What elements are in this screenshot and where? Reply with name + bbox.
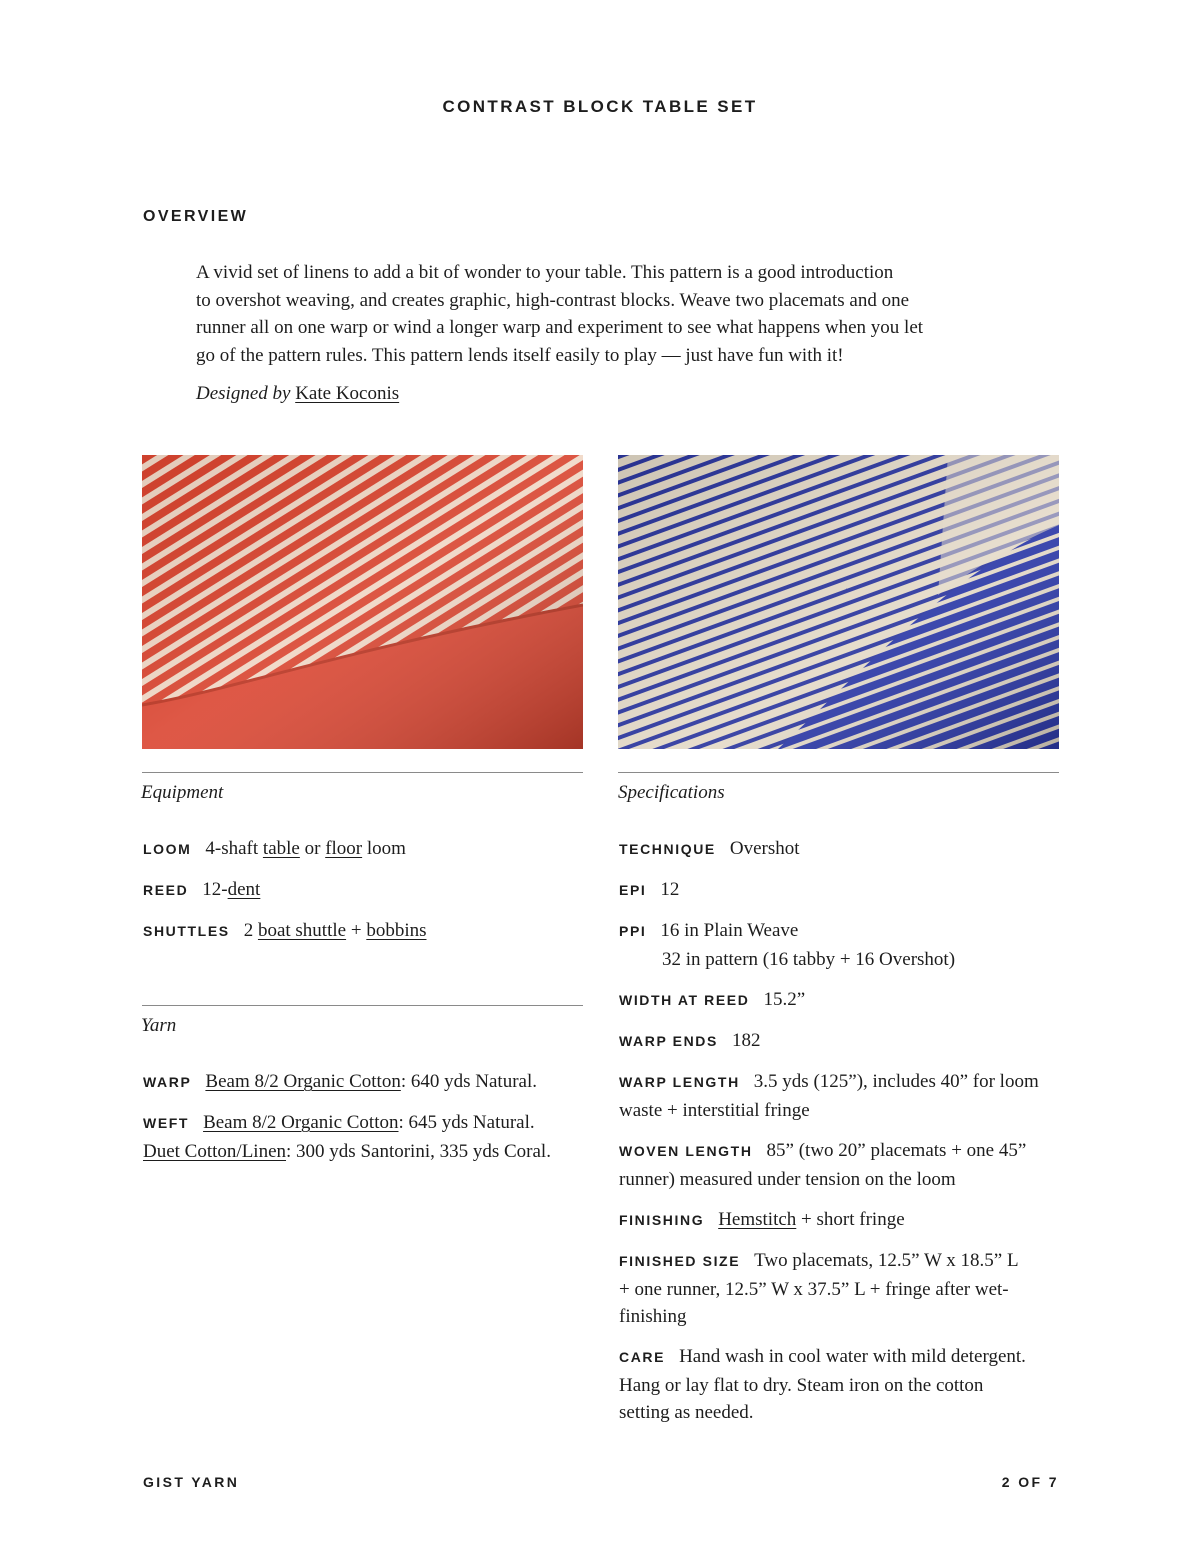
finished-size-value: finishing <box>619 1306 687 1327</box>
loom-label: LOOM <box>143 841 192 857</box>
coral-fabric-photo <box>142 455 583 749</box>
ppi-row <box>619 917 955 973</box>
designer-link[interactable]: Kate Koconis <box>295 383 400 404</box>
warp-yarn-link[interactable]: Beam 8/2 Organic Cotton <box>205 1071 401 1092</box>
shuttles-row <box>143 917 427 946</box>
warp-text: : 640 yds Natural. <box>400 1071 537 1092</box>
weft-text: : 645 yds Natural. <box>398 1112 535 1133</box>
technique-label: TECHNIQUE <box>619 841 716 857</box>
loom-row <box>143 835 406 864</box>
finished-size-value: + one runner, 12.5” W x 37.5” L + fringe after wet- <box>619 1278 1009 1300</box>
finished-size-row <box>619 1247 1019 1331</box>
warp-label: WARP <box>143 1074 192 1090</box>
dent-link[interactable]: dent <box>227 879 261 900</box>
width-at-reed-value: 15.2” <box>763 989 806 1010</box>
loom-text: loom <box>366 838 406 859</box>
yarn-title: Yarn <box>141 1015 177 1036</box>
warp-row <box>143 1068 537 1097</box>
finished-size-label: FINISHED SIZE <box>619 1253 741 1269</box>
ppi-label: PPI <box>619 923 647 939</box>
blue-fabric-photo <box>618 455 1059 749</box>
overview-line: go of the pattern rules. This pattern lends itself easily to play — just have fun with it! <box>196 344 844 366</box>
shuttles-text: 2 <box>243 920 254 941</box>
finishing-row <box>619 1206 905 1235</box>
overview-line: to overshot weaving, and creates graphic, high-contrast blocks. Weave two placemats and one <box>196 289 910 311</box>
equipment-divider <box>142 772 583 773</box>
width-at-reed-label: WIDTH AT REED <box>619 992 750 1008</box>
epi-row <box>619 876 679 905</box>
finishing-label: FINISHING <box>619 1212 705 1228</box>
shuttles-text: + <box>350 920 362 941</box>
loom-text: or <box>304 838 321 859</box>
weft-text: : 300 yds Santorini, 335 yds Coral. <box>286 1140 551 1162</box>
bobbins-link[interactable]: bobbins <box>366 920 427 941</box>
warp-length-value: 3.5 yds (125”), includes 40” for loom <box>753 1071 1039 1092</box>
specifications-divider <box>618 772 1059 773</box>
woven-length-label: WOVEN LENGTH <box>619 1143 753 1159</box>
duet-yarn-link[interactable]: Duet Cotton/Linen <box>143 1140 287 1162</box>
floor-loom-link[interactable]: floor <box>325 838 363 859</box>
overview-line: A vivid set of linens to add a bit of wonder to your table. This pattern is a good introduction <box>196 262 894 283</box>
woven-length-row <box>619 1137 1026 1193</box>
warp-ends-row <box>619 1027 760 1056</box>
footer-brand: GIST YARN <box>143 1474 240 1490</box>
page-number: 2 OF 7 <box>1001 1474 1059 1490</box>
technique-value: Overshot <box>729 838 800 859</box>
epi-value: 12 <box>660 879 680 900</box>
overview-heading: OVERVIEW <box>143 208 249 225</box>
woven-length-value: runner) measured under tension on the loom <box>619 1168 956 1190</box>
reed-text: 12- <box>202 879 228 900</box>
boat-shuttle-link[interactable]: boat shuttle <box>257 920 347 941</box>
care-label: CARE <box>619 1349 666 1365</box>
designed-by-label: Designed by <box>196 383 291 404</box>
loom-text: 4-shaft <box>205 838 259 859</box>
weft-yarn-link[interactable]: Beam 8/2 Organic Cotton <box>203 1112 399 1133</box>
reed-label: REED <box>143 882 189 898</box>
warp-ends-value: 182 <box>731 1030 761 1051</box>
finishing-value: + short fringe <box>801 1209 905 1230</box>
weft-row <box>143 1109 588 1165</box>
care-value: setting as needed. <box>619 1402 754 1423</box>
woven-length-value: 85” (two 20” placemats + one 45” <box>766 1140 1027 1161</box>
care-row <box>619 1343 1026 1427</box>
ppi-value: 16 in Plain Weave <box>660 920 799 941</box>
yarn-divider <box>142 1005 583 1006</box>
finished-size-value: Two placemats, 12.5” W x 18.5” L <box>754 1250 1019 1271</box>
epi-label: EPI <box>619 882 647 898</box>
warp-length-row <box>619 1068 1039 1124</box>
shuttles-label: SHUTTLES <box>143 923 230 939</box>
designer-credit <box>196 383 399 405</box>
width-at-reed-row <box>619 986 805 1015</box>
table-loom-link[interactable]: table <box>262 838 300 859</box>
overview-line: runner all on one warp or wind a longer warp and experiment to see what happens when you let <box>196 317 924 338</box>
care-value: Hand wash in cool water with mild detergent. <box>679 1346 1026 1367</box>
equipment-title: Equipment <box>141 782 224 803</box>
warp-length-label: WARP LENGTH <box>619 1074 740 1090</box>
ppi-value: 32 in pattern (16 tabby + 16 Overshot) <box>662 948 956 970</box>
overview-description <box>196 259 1006 369</box>
warp-length-value: waste + interstitial fringe <box>619 1099 810 1121</box>
weft-label: WEFT <box>143 1115 190 1131</box>
specifications-title: Specifications <box>618 782 725 803</box>
hemstitch-link[interactable]: Hemstitch <box>718 1209 797 1230</box>
care-value: Hang or lay flat to dry. Steam iron on the cotton <box>619 1374 984 1396</box>
warp-ends-label: WARP ENDS <box>619 1033 718 1049</box>
reed-row <box>143 876 260 905</box>
technique-row <box>619 835 800 864</box>
page-title: CONTRAST BLOCK TABLE SET <box>442 97 758 116</box>
